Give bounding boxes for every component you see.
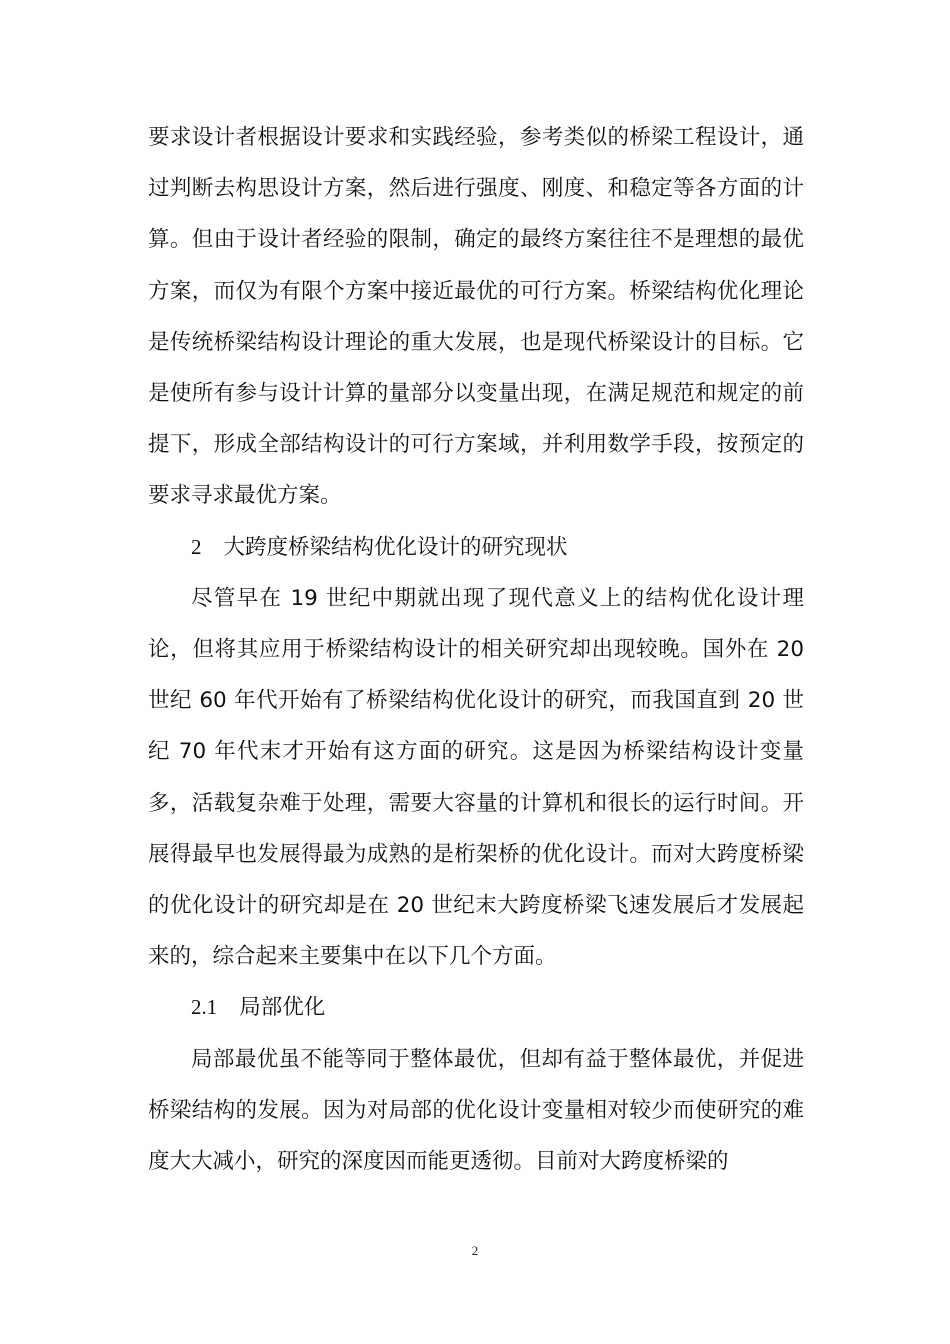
paragraph-local-optimization: 局部最优虽不能等同于整体最优，但却有益于整体最优，并促进桥梁结构的发展。因为对局部的优化设计变量相对较少而使研究的难度大大减小，研究的深度因而能更透彻。目前对大跨度桥梁的 xyxy=(148,1046,804,1175)
section-heading-2-1 xyxy=(148,982,804,1033)
section-number: 2 xyxy=(191,534,202,559)
paragraph-continuation: 要求设计者根据设计要求和实践经验，参考类似的桥梁工程设计，通过判断去构思设计方案，然后进行强度、刚度、和稳定等各方面的计算。但由于设计者经验的限制，确定的最终方案往往不是理想的最优方案，而仅为有限个方案中接近最优的可行方案。桥梁结构优化理论是传统桥梁结构设计理论的重大发展，也是现代桥梁设计的目标。它是使所有参与设计计算的量部分以变量出现，在满足规范和规定的前提下，形成全部结构设计的可行方案域，并利用数学手段，按预定的要求寻求最优方案。 xyxy=(148,125,804,509)
page-number: 2 xyxy=(471,1243,479,1258)
section-title: 大跨度桥梁结构优化设计的研究现状 xyxy=(223,534,568,560)
body-text xyxy=(148,112,804,1187)
section-number: 2.1 xyxy=(191,995,218,1020)
paragraph-research-status: 尽管早在 19 世纪中期就出现了现代意义上的结构优化设计理论，但将其应用于桥梁结构设计的相关研究却出现较晚。国外在 20 世纪 60 年代开始有了桥梁结构优化设计的研究，而我国直到 20 世纪 70 年代末才开始有这方面的研究。这是因为桥梁结构设计变量多，活载复杂难于处理，需要大容量的计算机和很长的运行时间。开展得最早也发展得最为成熟的是桁架桥的优化设计。而对大跨度桥梁的优化设计的研究却是在 20 世纪末大跨度桥梁飞速发展后才发展起来的，综合起来主要集中在以下几个方面。 xyxy=(148,585,804,970)
section-heading-2 xyxy=(148,522,804,573)
section-title: 局部优化 xyxy=(239,995,326,1021)
